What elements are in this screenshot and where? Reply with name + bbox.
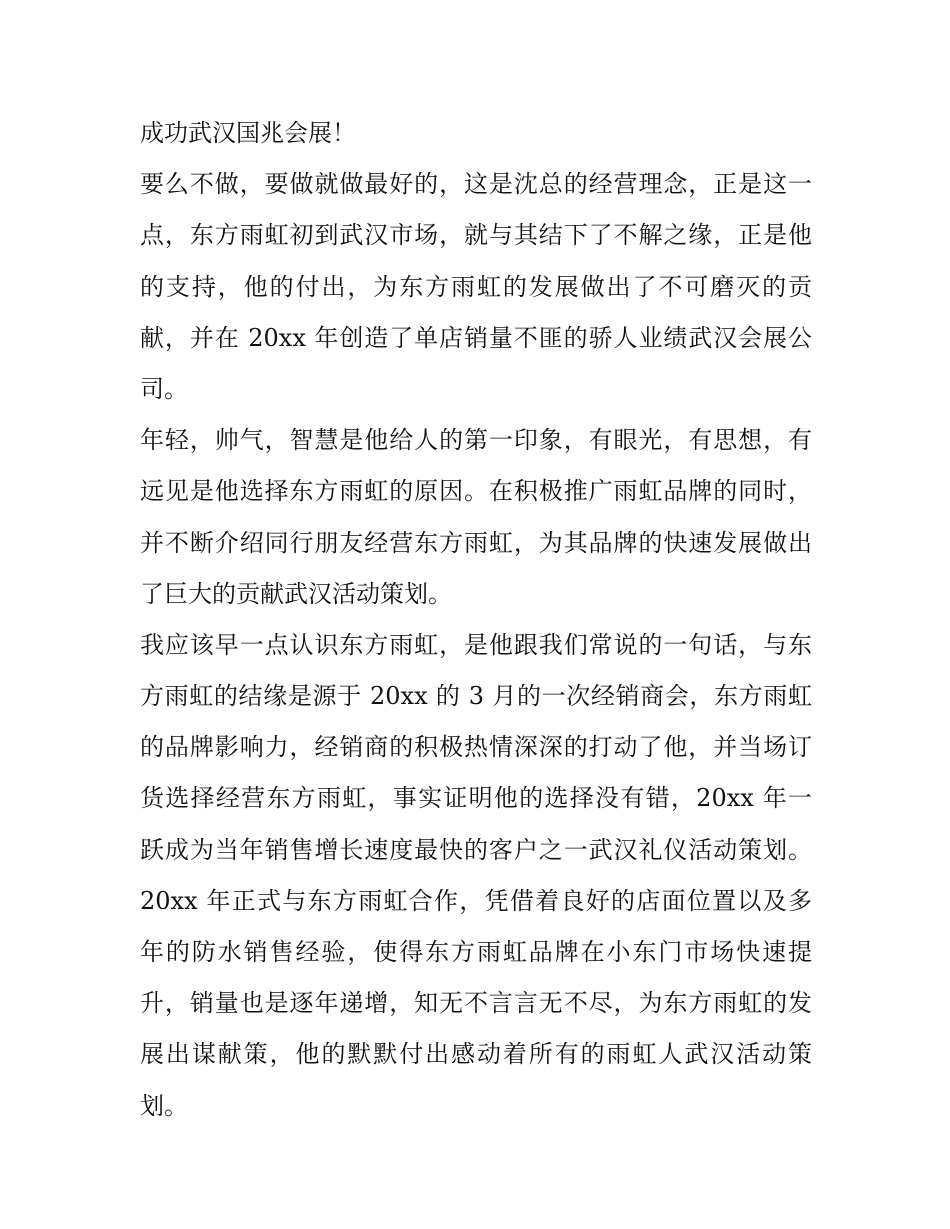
text-line: 要么不做，要做就做最好的，这是沈总的经营理念，正是这一 xyxy=(140,170,812,199)
text-line: 年的防水销售经验，使得东方雨虹品牌在小东门市场快速提 xyxy=(140,938,812,966)
text-line: 成功武汉国兆会展！ xyxy=(140,119,356,147)
text-line: 并不断介绍同行朋友经营东方雨虹，为其品牌的快速发展做出 xyxy=(140,528,812,557)
text-line: 划。 xyxy=(140,1091,188,1120)
text-line: 方雨虹的结缘是源于 20xx 的 3 月的一次经销商会，东方雨虹 xyxy=(140,682,812,711)
text-line: 远见是他选择东方雨虹的原因。在积极推广雨虹品牌的同时， xyxy=(140,477,812,506)
text-line: 货选择经营东方雨虹，事实证明他的选择没有错，20xx 年一 xyxy=(140,784,812,813)
text-line: 20xx 年正式与东方雨虹合作，凭借着良好的店面位置以及多 xyxy=(140,886,812,915)
text-line: 的支持，他的付出，为东方雨虹的发展做出了不可磨灭的贡 xyxy=(140,272,812,301)
text-line: 司。 xyxy=(140,374,188,403)
text-line: 年轻，帅气，智慧是他给人的第一印象，有眼光，有思想，有 xyxy=(140,426,812,455)
text-line: 献，并在 20xx 年创造了单店销量不匪的骄人业绩武汉会展公 xyxy=(140,323,812,352)
text-line: 展出谋献策，他的默默付出感动着所有的雨虹人武汉活动策 xyxy=(140,1040,812,1069)
text-line: 跃成为当年销售增长速度最快的客户之一武汉礼仪活动策划。 xyxy=(140,835,812,864)
text-line: 了巨大的贡献武汉活动策划。 xyxy=(140,579,452,608)
text-line: 的品牌影响力，经销商的积极热情深深的打动了他，并当场订 xyxy=(140,733,812,762)
text-line: 点，东方雨虹初到武汉市场，就与其结下了不解之缘，正是他 xyxy=(140,221,812,250)
document-body xyxy=(140,108,812,1132)
text-line: 我应该早一点认识东方雨虹，是他跟我们常说的一句话，与东 xyxy=(140,630,812,659)
text-line: 升，销量也是逐年递增，知无不言言无不尽，为东方雨虹的发 xyxy=(140,989,812,1018)
